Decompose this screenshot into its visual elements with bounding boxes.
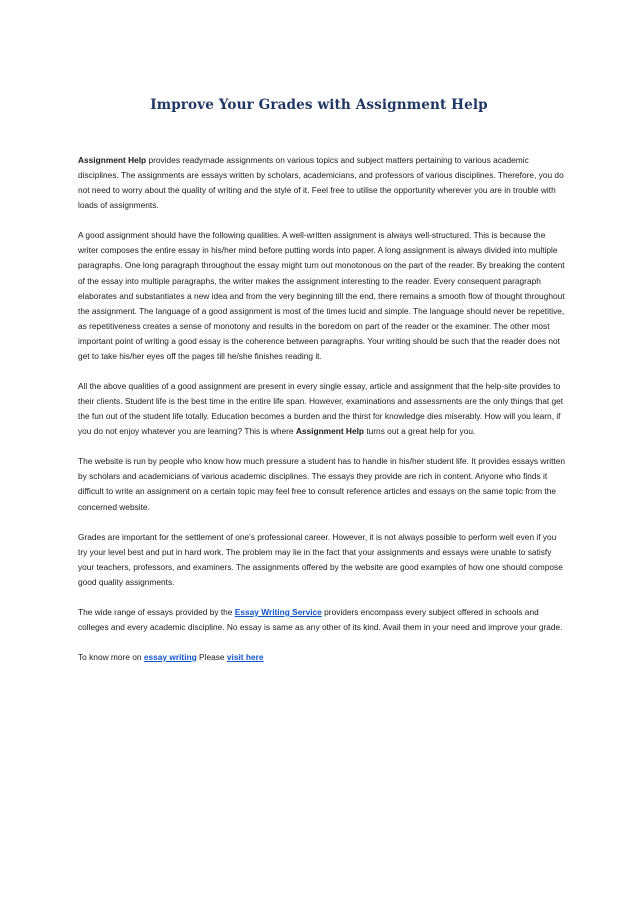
paragraph-2: A good assignment should have the following qualities. A well-written assignment is always well-structured. This is because the writer composes the entire essay in his/her mind before putting words into paper. A long assignment is always divided into multiple paragraphs. One long paragraph throughout the essay might turn out monotonous on the part of the reader. By breaking the content of the essay into multiple paragraphs, the writer makes the assignment interesting to the reader. Every consequent paragraph elaborates and substantiates a new idea and from the very beginning till the end, there remains a smooth flow of thought throughout the assignment. The language of a good assignment is most of the times lucid and simple. The language should never be repetitive, as repetitiveness creates a sense of monotony and results in the boredom on part of the reader or the examiner. The other most important point of writing a good essay is the coherence between paragraphs. Your writing should be such that the reader does not get to take his/her eyes off the pages till he/she finishes reading it.	[78, 230, 565, 362]
paragraph-3	[78, 379, 566, 439]
paragraph-3-text-after: turns out a great help for you.	[364, 426, 476, 437]
keyword-assignment-help: Assignment Help	[295, 426, 364, 437]
document-title: Improve Your Grades with Assignment Help	[150, 97, 488, 113]
paragraph-6-text-after: providers encompass every subject offered in schools and colleges and every academic discipline. No essay is same as any other of its kind. Avail them in your need and improve your grade.	[78, 606, 563, 632]
paragraph-6	[78, 605, 566, 635]
paragraph-7-text-middle: Please	[196, 651, 227, 662]
document-body	[78, 153, 566, 680]
paragraph-5: Grades are important for the settlement of one's professional career. However, it is not always possible to perform well even if you try your level best and put in hard work. The problem may lie in the fact that your assignments and essays were unable to satisfy your teachers, professors, and examiners. The assignments offered by the website are good examples of how one should compose good quality assignments.	[78, 531, 563, 587]
paragraph-1-text: provides readymade assignments on various topics and subject matters pertaining to various academic disciplines. The assignments are essays written by scholars, academicians, and professors of various disciplines. Therefore, you do not need to worry about the quality of writing and the style of it. Feel free to utilise the opportunity wherever you are in trouble with loads of assignments.	[78, 155, 564, 211]
paragraph-7	[78, 650, 566, 665]
paragraph-7-text-before: To know more on	[78, 651, 144, 662]
visit-here-link[interactable]: visit here	[226, 651, 264, 662]
essay-writing-link[interactable]: essay writing	[143, 651, 197, 662]
paragraph-6-text-before: The wide range of essays provided by the	[78, 606, 235, 617]
essay-writing-service-link[interactable]: Essay Writing Service	[234, 606, 322, 617]
paragraph-4: The website is run by people who know how much pressure a student has to handle in his/her student life. It provides essays written by scholars and academicians of various academic disciplines. The essays they provide are rich in content. Anyone who finds it difficult to write an assignment on a certain topic may feel free to consult reference articles and essays on the same topic from the concerned website.	[78, 456, 565, 512]
paragraph-3-text-before: All the above qualities of a good assignment are present in every single essay, article and assignment that the help-site provides to their clients. Student life is the best time in the entire life span. However, examinations and assessments are the only things that get the fun out of the student life totally. Education becomes a burden and the thirst for knowledge dies miserably. How will you learn, if you do not enjoy whatever you are learning? This is where	[78, 381, 564, 437]
paragraph-1	[78, 153, 566, 213]
keyword-assignment-help: Assignment Help	[78, 155, 147, 165]
